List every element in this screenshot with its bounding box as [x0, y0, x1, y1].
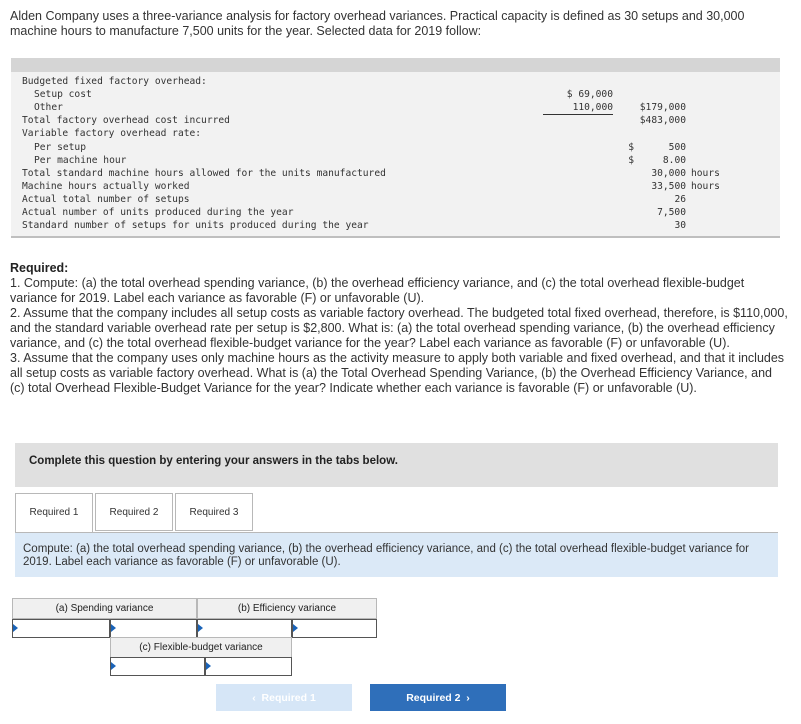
- tab-required-3[interactable]: Required 3: [175, 493, 253, 531]
- efficiency-amount-input[interactable]: [197, 619, 292, 638]
- table-cell-c2: $483,000: [639, 115, 686, 127]
- problem-intro: Alden Company uses a three-variance analysis for factory overhead variances. Practical capacity is defined as 30 setups and 30,000 machine hours to manufacture 7,500 units for the year. Selected data for 2019 follow:: [10, 9, 745, 38]
- arrow-icon: [111, 662, 116, 670]
- table-row: [11, 75, 780, 88]
- flexible-variance-header: (c) Flexible-budget variance: [110, 637, 292, 658]
- spending-variance-header: (a) Spending variance: [12, 598, 197, 619]
- efficiency-variance-header: (b) Efficiency variance: [197, 598, 377, 619]
- tab-required-2[interactable]: Required 2: [95, 493, 173, 531]
- arrow-icon: [206, 662, 211, 670]
- table-row-label: Other: [34, 102, 63, 114]
- table-row-label: Setup cost: [34, 89, 92, 101]
- table-row-label: Per machine hour: [34, 154, 127, 166]
- data-table: [11, 58, 780, 238]
- table-row-label: Actual number of units produced during the year: [22, 207, 294, 218]
- table-cell-c1: $ 69,000: [566, 89, 613, 101]
- spending-amount-input[interactable]: [12, 619, 110, 638]
- table-cell-c2: $ 8.00: [628, 154, 686, 166]
- table-row: [11, 193, 780, 206]
- required-item-1: 1. Compute: (a) the total overhead spending variance, (b) the overhead efficiency variance, and (c) the total overhead flexible-budget variance for 2019. Label each variance as favorable (F) or unfavorable (U).: [10, 276, 745, 305]
- answer-grid: [12, 598, 377, 676]
- table-row-label: Actual total number of setups: [22, 193, 190, 205]
- table-cell-c3: hours: [691, 167, 720, 179]
- chevron-left-icon: ‹: [252, 692, 256, 704]
- required-item-2: 2. Assume that the company includes all setup costs as variable factory overhead. The budgeted total fixed overhead, therefore, is $110,000, and the standard variable overhead rate per setup is $2,800. What is: (a) the total overhead spending variance, (b) the overhead efficiency variance, and (c) the total overhead flexible-budget variance for the year? Label each variance as favorable (F) or unfavorable (U).: [10, 306, 788, 350]
- table-row-label: Per setup: [34, 141, 86, 153]
- arrow-icon: [13, 624, 18, 632]
- table-cell-c2: 30,000: [651, 167, 686, 179]
- arrow-icon: [198, 624, 203, 632]
- table-cell-c2: 30: [674, 220, 686, 232]
- required-item-3: 3. Assume that the company uses only machine hours as the activity measure to apply both variable and fixed overhead, and that it includes all setup costs as variable factory overhead. What is (a) the Total Overhead Spending Variance, (b) the Overhead Efficiency Variance, and (c) total Overhead Flexible-Budget Variance for the year? Indicate whether each variance is favorable (F) or unfavorable (U).: [10, 351, 785, 395]
- flexible-fu-input[interactable]: [205, 657, 292, 676]
- flexible-amount-input[interactable]: [110, 657, 205, 676]
- table-row-label: Total standard machine hours allowed for the units manufactured: [22, 167, 386, 179]
- table-cell-c2: 7,500: [657, 207, 686, 218]
- required-section: [10, 261, 790, 396]
- table-row-label: Budgeted fixed factory overhead:: [22, 76, 207, 87]
- spending-fu-input[interactable]: [110, 619, 197, 638]
- arrow-icon: [111, 624, 116, 632]
- next-button-label: Required 2: [406, 692, 461, 704]
- table-cell-c2: 26: [674, 193, 686, 205]
- table-row: [11, 114, 780, 127]
- table-row: [11, 88, 780, 101]
- table-cell-c1: 110,000: [543, 101, 613, 115]
- table-cell-c2: $179,000: [639, 102, 686, 114]
- arrow-icon: [293, 624, 298, 632]
- table-row: [11, 101, 780, 114]
- table-row: [11, 127, 780, 140]
- table-row: [11, 219, 780, 232]
- table-row: [11, 167, 780, 180]
- question-prompt: Compute: (a) the total overhead spending variance, (b) the overhead efficiency variance, and (c) the total overhead flexible-budget variance for 2019. Label each variance as favorable (F) or unfavorable (U).: [15, 532, 778, 577]
- previous-button[interactable]: [216, 684, 352, 711]
- table-row-label: Standard number of setups for units produced during the year: [22, 220, 369, 232]
- previous-button-label: Required 1: [261, 692, 316, 704]
- table-row-label: Machine hours actually worked: [22, 180, 190, 192]
- table-row-label: Total factory overhead cost incurred: [22, 115, 230, 127]
- next-button[interactable]: [370, 684, 506, 711]
- instruction-banner: Complete this question by entering your answers in the tabs below.: [15, 443, 778, 487]
- table-cell-c3: hours: [691, 180, 720, 192]
- tab-required-1[interactable]: Required 1: [15, 493, 93, 533]
- table-row: [11, 141, 780, 154]
- efficiency-fu-input[interactable]: [292, 619, 377, 638]
- table-row: [11, 206, 780, 219]
- chevron-right-icon: ›: [466, 692, 470, 704]
- table-cell-c2: $ 500: [628, 141, 686, 153]
- required-heading: Required:: [10, 261, 69, 275]
- table-row: [11, 180, 780, 193]
- table-cell-c2: 33,500: [651, 180, 686, 192]
- table-row-label: Variable factory overhead rate:: [22, 128, 202, 140]
- table-row: [11, 154, 780, 167]
